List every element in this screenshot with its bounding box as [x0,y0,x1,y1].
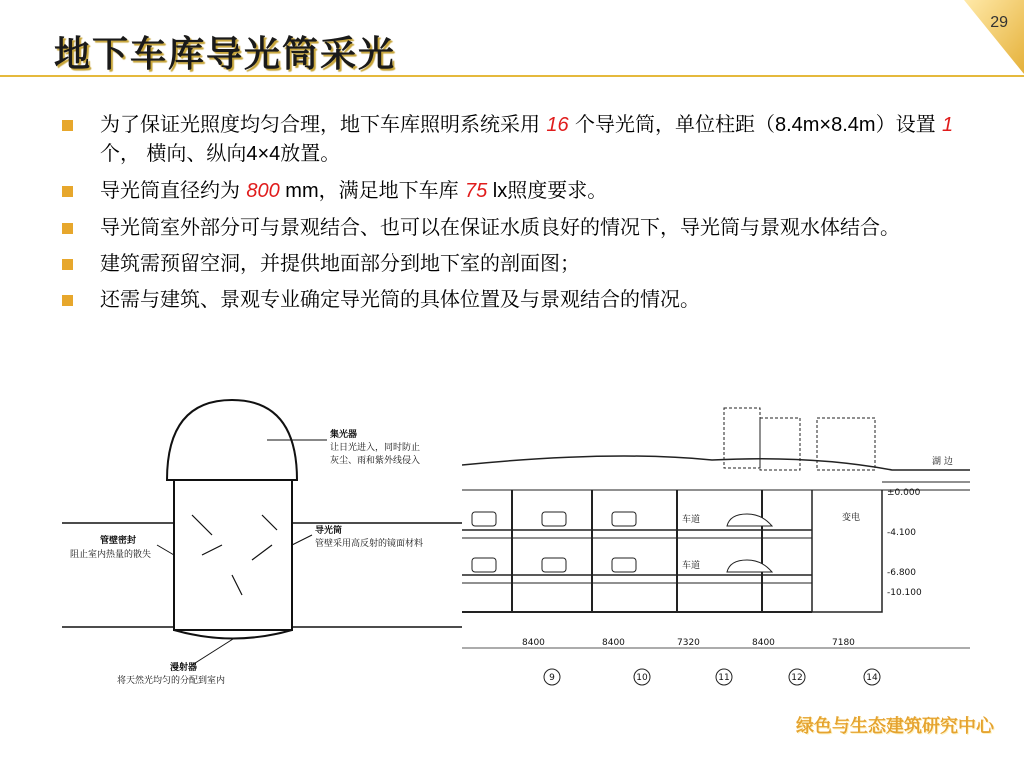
bullet-item: 还需与建筑、景观专业确定导光筒的具体位置及与景观结合的情况。 [62,285,962,313]
bullet-square-icon [62,259,73,270]
bullet-item: 建筑需预留空洞，并提供地面部分到地下室的剖面图； [62,249,962,277]
bullet-square-icon [62,223,73,234]
page-title: 地下车库导光筒采光 [54,33,397,75]
svg-text:11: 11 [718,673,730,683]
footer-org: 绿色与生态建筑研究中心 [796,716,994,737]
svg-text:8400: 8400 [602,638,625,648]
bullet-list [62,110,962,321]
tube-label: 导光筒 [315,526,343,536]
collector-desc: 让日光进入，同时防止 [330,443,421,453]
svg-text:9: 9 [549,673,555,683]
bullet-item: 导光筒室外部分可与景观结合、也可以在保证水质良好的情况下，导光筒与景观水体结合。 [62,213,962,241]
bullet-item: 导光筒直径约为 800 mm，满足地下车库 75 lx照度要求。 [62,176,962,205]
svg-text:8400: 8400 [522,638,545,648]
light-tube-diagram [62,395,462,695]
bullet-square-icon [62,120,73,131]
diffuser-label: 漫射器 [170,663,198,673]
diffuser-desc: 将天然光均匀的分配到室内 [117,676,226,686]
svg-text:7180: 7180 [832,638,855,648]
svg-text:湖 边: 湖 边 [932,457,953,467]
collector-desc: 灰尘、雨和紫外线侵入 [330,456,421,466]
svg-text:-4.100: -4.100 [887,528,917,538]
svg-text:车道: 车道 [682,515,701,525]
page-number: 29 [990,14,1008,31]
svg-text:-10.100: -10.100 [887,588,922,598]
title-divider [0,75,1024,77]
bullet-item: 为了保证光照度均匀合理，地下车库照明系统采用 16 个导光筒，单位柱距（8.4m×8.4m）设置 1 个， 横向、纵向4×4放置。 [62,110,962,168]
svg-text:车道: 车道 [682,561,701,571]
svg-text:-6.800: -6.800 [887,568,917,578]
bullet-square-icon [62,186,73,197]
tube-body [174,480,292,630]
svg-text:14: 14 [866,673,878,683]
svg-text:变电: 变电 [842,513,861,523]
bullet-square-icon [62,295,73,306]
garage-section-drawing [462,390,970,700]
tube-desc: 管壁采用高反射的镜面材料 [315,539,424,549]
collector-label: 集光器 [330,430,358,440]
svg-text:10: 10 [636,673,648,683]
svg-text:12: 12 [791,673,803,683]
svg-text:7320: 7320 [677,638,700,648]
wall-desc: 阻止室内热量的散失 [70,550,152,560]
wall-label: 管壁密封 [100,536,137,546]
diffuser [174,630,292,639]
svg-text:8400: 8400 [752,638,775,648]
svg-text:±0.000: ±0.000 [887,488,921,498]
page-corner-fold [964,0,1024,74]
